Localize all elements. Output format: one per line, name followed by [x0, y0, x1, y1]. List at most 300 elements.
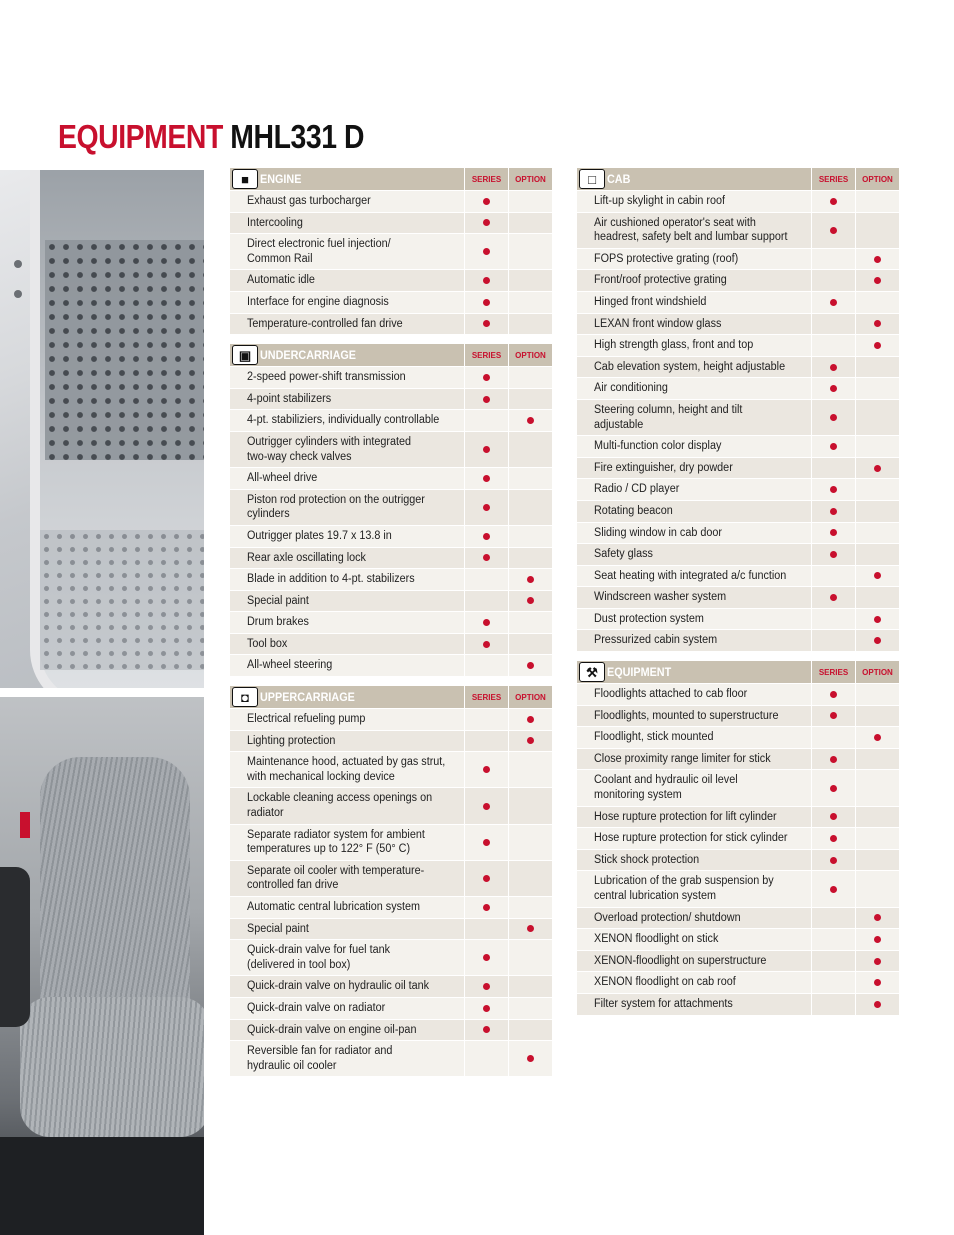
table-row [230, 896, 552, 918]
series-dot-icon [830, 691, 837, 698]
series-cell [464, 234, 508, 269]
option-cell [508, 526, 552, 547]
table-row [577, 950, 899, 972]
series-column-header: SERIES [464, 168, 508, 190]
feature-label: Direct electronic fuel injection/ Common Rail [247, 238, 391, 265]
feature-label: Maintenance hood, actuated by gas strut, with mechanical locking device [247, 756, 446, 783]
table-row [577, 769, 899, 805]
table-row [230, 730, 552, 752]
page-title [58, 118, 364, 156]
option-column-header: OPTION [508, 686, 552, 708]
section-undercarriage [230, 344, 552, 676]
option-cell [508, 270, 552, 291]
series-cell [464, 655, 508, 676]
section-rows [230, 708, 552, 1076]
table-row [230, 975, 552, 997]
feature-label: XENON-floodlight on superstructure [594, 954, 767, 967]
option-dot-icon [527, 417, 534, 424]
table-row [577, 629, 899, 651]
feature-label: 4-pt. stabiliziers, individually controllable [247, 414, 440, 427]
series-cell [464, 919, 508, 940]
feature-label: Hose rupture protection for stick cylinder [594, 832, 788, 845]
option-dot-icon [527, 1055, 534, 1062]
series-cell [811, 972, 855, 993]
series-dot-icon [830, 886, 837, 893]
series-dot-icon [830, 756, 837, 763]
feature-label: Quick-drain valve for fuel tank (delivered in tool box) [247, 944, 390, 971]
series-cell [811, 684, 855, 705]
operator-seat-photo [0, 697, 204, 1235]
series-cell [464, 569, 508, 590]
option-dot-icon [527, 716, 534, 723]
feature-label: Quick-drain valve on hydraulic oil tank [247, 980, 430, 993]
table-row [230, 787, 552, 823]
feature-label: All-wheel steering [247, 659, 333, 672]
series-cell [464, 976, 508, 997]
series-cell [811, 749, 855, 770]
feature-label: Tool box [247, 637, 288, 650]
series-dot-icon [483, 504, 490, 511]
feature-label: Floodlight, stick mounted [594, 731, 714, 744]
section-header [577, 661, 899, 683]
feature-label: Automatic idle [247, 274, 315, 287]
option-cell [855, 850, 899, 871]
series-dot-icon [483, 803, 490, 810]
feature-label: Radio / CD player [594, 483, 680, 496]
table-row [577, 827, 899, 849]
series-dot-icon [483, 374, 490, 381]
feature-label: Pressurized cabin system [594, 634, 718, 647]
feature-label: Automatic central lubrication system [247, 901, 421, 913]
option-cell [508, 709, 552, 730]
option-dot-icon [874, 914, 881, 921]
section-title: CAB [607, 172, 631, 186]
option-cell [855, 191, 899, 212]
option-cell [855, 501, 899, 522]
option-cell [855, 335, 899, 356]
option-cell [508, 548, 552, 569]
option-cell [508, 634, 552, 655]
table-row [577, 291, 899, 313]
feature-label: Special paint [247, 922, 309, 935]
table-row [577, 212, 899, 248]
option-dot-icon [874, 465, 881, 472]
option-cell [855, 292, 899, 313]
series-dot-icon [483, 475, 490, 482]
table-row [230, 1040, 552, 1076]
option-cell [508, 655, 552, 676]
option-cell [508, 490, 552, 525]
option-dot-icon [874, 616, 881, 623]
table-row [230, 997, 552, 1019]
section-header [230, 344, 552, 366]
series-dot-icon [830, 594, 837, 601]
cab-icon: □ [579, 169, 605, 189]
feature-label: Lockable cleaning access openings on radiator [247, 792, 433, 820]
feature-label: Lift-up skylight in cabin roof [594, 195, 725, 207]
option-cell [855, 609, 899, 630]
series-cell [811, 501, 855, 522]
option-dot-icon [874, 256, 881, 263]
feature-label: Drum brakes [247, 616, 309, 629]
series-dot-icon [483, 954, 490, 961]
series-column-header: SERIES [811, 661, 855, 683]
feature-label: Exhaust gas turbocharger [247, 195, 371, 207]
feature-label: Piston rod protection on the outrigger cylinders [247, 493, 425, 521]
series-column-header: SERIES [464, 686, 508, 708]
feature-label: Dust protection system [594, 612, 704, 625]
option-cell [508, 213, 552, 234]
feature-label: Temperature-controlled fan drive [247, 317, 403, 330]
series-cell [464, 612, 508, 633]
feature-label: Outrigger cylinders with integrated two-way check valves [247, 435, 412, 463]
table-row [230, 824, 552, 860]
feature-label: XENON floodlight on stick [594, 933, 719, 946]
series-cell [464, 788, 508, 823]
section-title: EQUIPMENT [607, 665, 672, 680]
table-row [577, 586, 899, 608]
feature-label: Separate oil cooler with temperature- controlled fan drive [247, 864, 425, 892]
option-cell [855, 436, 899, 457]
series-dot-icon [830, 443, 837, 450]
option-cell [508, 234, 552, 269]
engine-hood-photo [0, 170, 204, 688]
series-dot-icon [483, 446, 490, 453]
section-engine [230, 168, 552, 334]
series-dot-icon [483, 277, 490, 284]
option-cell [508, 569, 552, 590]
feature-label: Hose rupture protection for lift cylinder [594, 810, 777, 823]
feature-label: Outrigger plates 19.7 x 13.8 in [247, 529, 392, 542]
series-cell [811, 292, 855, 313]
series-cell [464, 548, 508, 569]
table-row [230, 568, 552, 590]
series-dot-icon [830, 813, 837, 820]
table-row [577, 248, 899, 270]
feature-label: Quick-drain valve on radiator [247, 1001, 386, 1014]
option-cell [855, 951, 899, 972]
feature-label: Blade in addition to 4-pt. stabilizers [247, 573, 415, 586]
table-row [230, 269, 552, 291]
series-cell [464, 825, 508, 860]
option-cell [508, 591, 552, 612]
series-cell [811, 727, 855, 748]
feature-label: Air cushioned operator's seat with headrest, safety belt and lumbar support [594, 216, 788, 244]
feature-label: Fire extinguisher, dry powder [594, 461, 733, 474]
feature-label: XENON floodlight on cab roof [594, 976, 736, 989]
option-cell [855, 458, 899, 479]
section-equipment [577, 661, 899, 1015]
series-cell [811, 270, 855, 291]
feature-label: Special paint [247, 594, 309, 607]
table-row [577, 543, 899, 565]
series-cell [811, 544, 855, 565]
series-dot-icon [830, 857, 837, 864]
option-cell [508, 976, 552, 997]
section-uppercarriage [230, 686, 552, 1076]
option-cell [855, 684, 899, 705]
feature-label: 4-point stabilizers [247, 392, 332, 405]
table-row [230, 751, 552, 787]
table-row [577, 683, 899, 705]
table-row [577, 870, 899, 906]
feature-label: Quick-drain valve on engine oil-pan [247, 1023, 417, 1036]
option-cell [855, 544, 899, 565]
option-dot-icon [527, 737, 534, 744]
series-cell [811, 191, 855, 212]
option-cell [855, 807, 899, 828]
series-cell [464, 591, 508, 612]
option-cell [508, 612, 552, 633]
option-cell [508, 998, 552, 1019]
series-dot-icon [830, 414, 837, 421]
table-row [230, 547, 552, 569]
option-cell [855, 249, 899, 270]
option-cell [855, 566, 899, 587]
series-cell [464, 410, 508, 431]
option-cell [855, 479, 899, 500]
feature-label: Sliding window in cab door [594, 526, 723, 539]
table-row [230, 409, 552, 431]
option-cell [508, 861, 552, 896]
table-row [577, 190, 899, 212]
table-row [230, 388, 552, 410]
option-dot-icon [527, 925, 534, 932]
option-cell [855, 378, 899, 399]
series-cell [811, 609, 855, 630]
series-cell [464, 709, 508, 730]
series-cell [811, 357, 855, 378]
option-cell [855, 213, 899, 248]
option-cell [508, 191, 552, 212]
table-row [577, 849, 899, 871]
table-row [577, 726, 899, 748]
table-row [577, 435, 899, 457]
feature-label: LEXAN front window glass [594, 317, 722, 330]
series-dot-icon [483, 396, 490, 403]
table-row [577, 500, 899, 522]
section-rows [230, 366, 552, 676]
table-row [577, 334, 899, 356]
series-cell [811, 929, 855, 950]
series-cell [811, 850, 855, 871]
option-cell [508, 788, 552, 823]
series-cell [811, 436, 855, 457]
right-column [577, 168, 899, 1025]
option-cell [508, 825, 552, 860]
feature-label: Cab elevation system, height adjustable [594, 360, 786, 373]
feature-label: Separate radiator system for ambient temperatures up to 122° F (50° C) [247, 828, 425, 856]
series-dot-icon [830, 835, 837, 842]
table-row [230, 525, 552, 547]
table-row [577, 705, 899, 727]
series-cell [464, 432, 508, 467]
option-dot-icon [527, 597, 534, 604]
series-dot-icon [830, 551, 837, 558]
option-dot-icon [874, 320, 881, 327]
series-cell [464, 526, 508, 547]
series-dot-icon [483, 320, 490, 327]
feature-label: Seat heating with integrated a/c function [594, 569, 787, 582]
table-row [577, 356, 899, 378]
option-cell [855, 357, 899, 378]
series-dot-icon [483, 533, 490, 540]
series-cell [811, 630, 855, 651]
section-title: UPPERCARRIAGE [260, 690, 355, 705]
feature-label: Stick shock protection [594, 853, 700, 866]
series-cell [811, 908, 855, 929]
option-cell [508, 731, 552, 752]
table-row [577, 377, 899, 399]
option-cell [508, 1041, 552, 1076]
feature-label: FOPS protective grating (roof) [594, 252, 739, 265]
table-row [577, 748, 899, 770]
series-cell [464, 191, 508, 212]
option-cell [508, 897, 552, 918]
option-cell [855, 994, 899, 1015]
uppercarriage-icon: ◘ [232, 687, 258, 707]
series-cell [464, 292, 508, 313]
series-cell [464, 314, 508, 335]
option-cell [508, 292, 552, 313]
section-cab [577, 168, 899, 651]
series-dot-icon [483, 904, 490, 911]
option-cell [855, 727, 899, 748]
title-model: MHL331 D [230, 118, 365, 155]
table-row [230, 590, 552, 612]
series-cell [464, 1041, 508, 1076]
series-cell [811, 951, 855, 972]
series-cell [464, 861, 508, 896]
feature-label: Floodlights attached to cab floor [594, 688, 748, 701]
series-dot-icon [483, 1026, 490, 1033]
series-dot-icon [483, 619, 490, 626]
feature-label: Multi-function color display [594, 440, 722, 453]
engine-icon: ■ [232, 169, 258, 189]
table-row [230, 939, 552, 975]
option-cell [855, 587, 899, 608]
option-column-header: OPTION [508, 168, 552, 190]
table-row [230, 212, 552, 234]
option-cell [508, 367, 552, 388]
series-cell [811, 871, 855, 906]
option-cell [508, 940, 552, 975]
table-row [577, 399, 899, 435]
left-column [230, 168, 552, 1086]
feature-label: Interface for engine diagnosis [247, 295, 389, 308]
series-dot-icon [483, 248, 490, 255]
series-cell [811, 378, 855, 399]
series-dot-icon [483, 875, 490, 882]
table-row [577, 928, 899, 950]
series-dot-icon [483, 839, 490, 846]
series-dot-icon [483, 983, 490, 990]
series-dot-icon [830, 529, 837, 536]
feature-label: Safety glass [594, 548, 653, 561]
option-cell [508, 752, 552, 787]
series-dot-icon [483, 198, 490, 205]
series-cell [811, 807, 855, 828]
table-row [577, 565, 899, 587]
table-row [230, 291, 552, 313]
option-cell [855, 770, 899, 805]
series-dot-icon [830, 486, 837, 493]
section-title: ENGINE [260, 172, 302, 186]
option-column-header: OPTION [855, 168, 899, 190]
series-dot-icon [483, 299, 490, 306]
undercarriage-icon: ▣ [232, 345, 258, 365]
feature-label: Windscreen washer system [594, 591, 727, 604]
option-cell [855, 972, 899, 993]
feature-label: Floodlights, mounted to superstructure [594, 709, 779, 722]
option-cell [508, 389, 552, 410]
feature-label: Intercooling [247, 216, 303, 229]
table-row [577, 522, 899, 544]
option-cell [855, 929, 899, 950]
table-row [230, 431, 552, 467]
series-cell [464, 752, 508, 787]
series-cell [464, 213, 508, 234]
option-dot-icon [874, 1001, 881, 1008]
option-cell [855, 828, 899, 849]
option-cell [855, 871, 899, 906]
series-cell [464, 389, 508, 410]
series-cell [811, 770, 855, 805]
equipment-icon: ⚒ [579, 662, 605, 682]
option-cell [855, 523, 899, 544]
series-dot-icon [483, 1005, 490, 1012]
feature-label: Steering column, height and tilt adjustable [594, 403, 743, 431]
option-cell [855, 314, 899, 335]
table-row [577, 971, 899, 993]
feature-label: Lighting protection [247, 734, 336, 747]
feature-label: Lubrication of the grab suspension by central lubrication system [594, 875, 774, 902]
option-dot-icon [874, 342, 881, 349]
feature-label: Overload protection/ shutdown [594, 911, 741, 924]
series-cell [464, 367, 508, 388]
table-row [230, 233, 552, 269]
series-cell [464, 490, 508, 525]
table-row [577, 608, 899, 630]
feature-label: All-wheel drive [247, 472, 318, 485]
option-dot-icon [874, 734, 881, 741]
series-cell [811, 523, 855, 544]
option-dot-icon [874, 572, 881, 579]
series-cell [811, 458, 855, 479]
table-row [230, 918, 552, 940]
series-dot-icon [830, 198, 837, 205]
series-cell [811, 249, 855, 270]
feature-label: Front/roof protective grating [594, 274, 727, 287]
series-dot-icon [830, 299, 837, 306]
option-cell [855, 749, 899, 770]
table-row [230, 467, 552, 489]
option-cell [855, 400, 899, 435]
table-row [230, 633, 552, 655]
option-cell [508, 432, 552, 467]
feature-label: Reversible fan for radiator and hydraulic oil cooler [247, 1045, 393, 1072]
option-cell [508, 919, 552, 940]
option-dot-icon [874, 979, 881, 986]
series-cell [811, 335, 855, 356]
section-header [577, 168, 899, 190]
series-dot-icon [830, 508, 837, 515]
series-cell [811, 828, 855, 849]
table-row [230, 190, 552, 212]
series-cell [811, 400, 855, 435]
series-cell [811, 213, 855, 248]
series-dot-icon [483, 219, 490, 226]
